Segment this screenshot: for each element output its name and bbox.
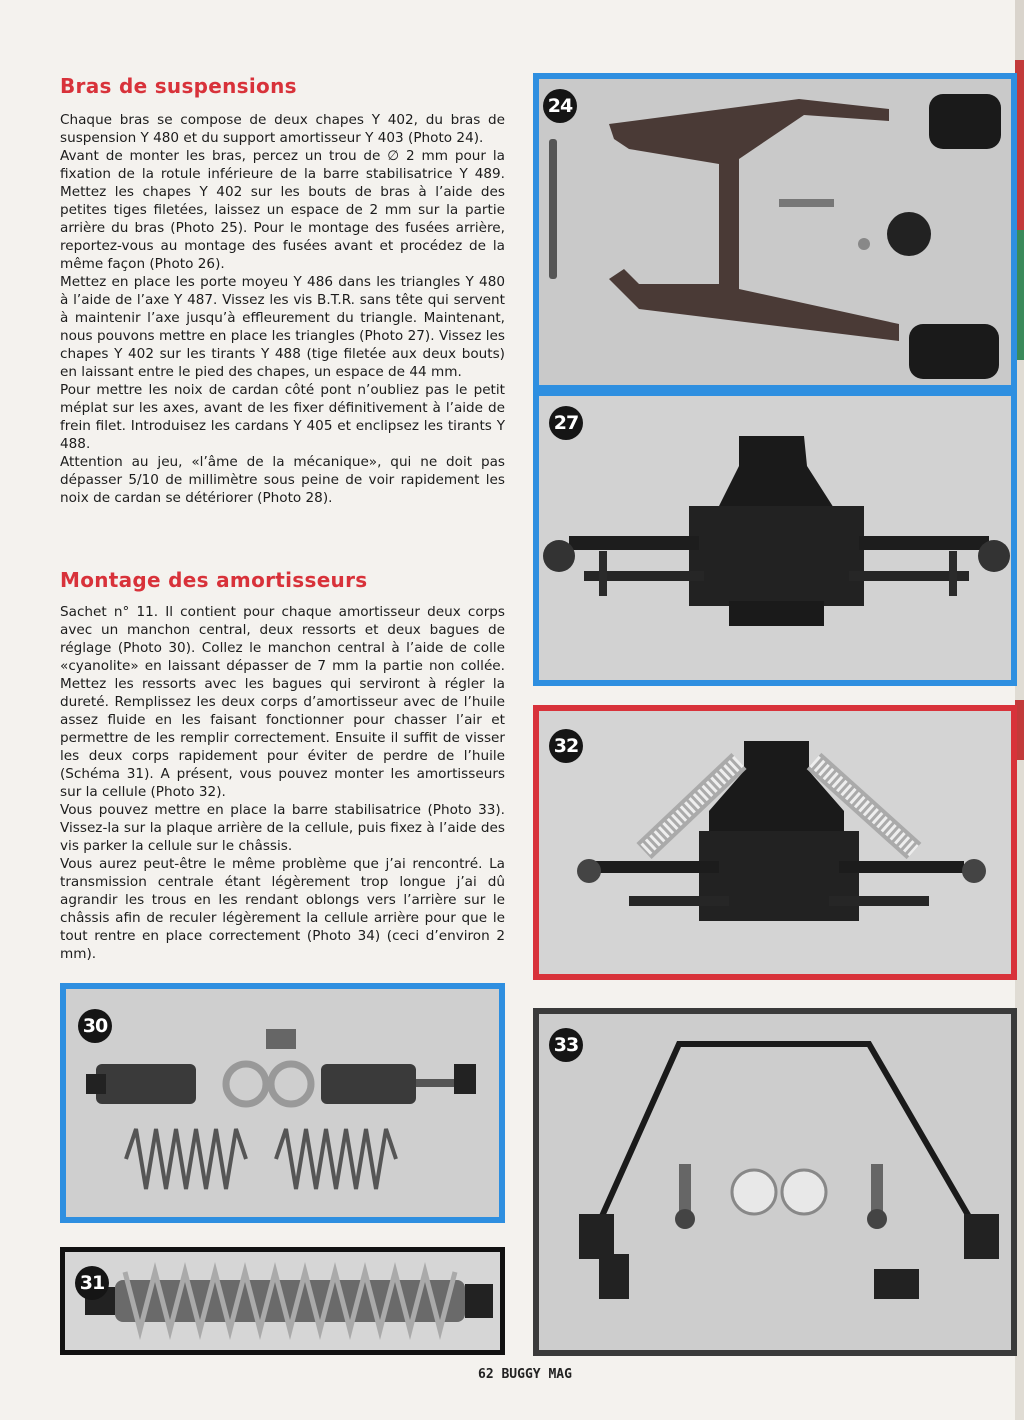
photo-33-image	[539, 1014, 1011, 1350]
paragraph: Avant de monter les bras, percez un trou de ∅ 2 mm pour la fixation de la rotule inférieure de la barre stabilisatrice Y 489. Mettez les chapes Y 402 sur les bouts de bras à l’aide des petites tiges filetées, laissez un espace de 2 mm sur la partie arrière du bras (Photo 25). Pour le montage des fusées arrière, reportez-vous au montage des fusées avant et procédez de la même façon (Photo 26).	[60, 148, 505, 272]
photo-33-frame	[533, 1008, 1017, 1356]
paragraph: Vous pouvez mettre en place la barre stabilisatrice (Photo 33). Vissez-la sur la plaque arrière de la cellule, puis fixez à l’aide des vis parker la cellule sur le châssis.	[60, 802, 505, 854]
photo-24-label: 24	[543, 89, 577, 123]
assembled-shock-illustration	[65, 1252, 500, 1350]
suspension-arm-illustration	[539, 79, 1011, 385]
photo-33-label: 33	[549, 1028, 583, 1062]
photo-27-image	[539, 396, 1011, 680]
section-heading-suspensions: Bras de suspensions	[60, 74, 297, 98]
magazine-name: BUGGY MAG	[501, 1367, 572, 1382]
photo-24-frame	[533, 73, 1017, 391]
photo-31-image	[65, 1252, 500, 1350]
section-body-amortisseurs	[60, 603, 505, 963]
paragraph: Mettez en place les porte moyeu Y 486 dans les triangles Y 480 à l’aide de l’axe Y 487. Vissez les vis B.T.R. sans tête qui servent à maintenir l’axe jusqu’à effleurement du triangle. Maintenant, nous pouvons mettre en place les triangles (Photo 27). Vissez les chapes Y 402 sur les tirants Y 488 (tige filetée aux deux bouts) en laissant entre le pied des chapes, un espace de 44 mm.	[60, 274, 505, 380]
photo-30-frame	[60, 983, 505, 1223]
page-number: 62	[478, 1367, 494, 1382]
paragraph: Chaque bras se compose de deux chapes Y 402, du bras de suspension Y 480 et du support amortisseur Y 403 (Photo 24).	[60, 112, 505, 146]
paragraph: Vous aurez peut-être le même problème que j’ai rencontré. La transmission centrale étant légèrement trop longue j’ai dû agrandir les trous en les rendant oblongs vers l’arrière sur le châssis afin de reculer légèrement la cellule arrière pour que le tout rentre en place correctement (Photo 34) (ceci d’environ 2 mm).	[60, 856, 505, 962]
photo-31-label: 31	[75, 1266, 109, 1300]
photo-32-image	[539, 711, 1011, 974]
section-body-suspensions	[60, 111, 505, 507]
page-footer	[478, 1367, 572, 1382]
paragraph: Sachet n° 11. Il contient pour chaque amortisseur deux corps avec un manchon central, deux ressorts et deux bagues de réglage (Photo 30). Collez le manchon central à l’aide de colle «cyanolite» en laissant dépasser de 7 mm la partie non collée. Mettez les ressorts avec les bagues qui serviront à régler la dureté. Remplissez les deux corps d’amortisseur avec de l’huile assez fluide en les faisant fonctionner pour chasser l’air et permettre de les remplir correctement. Ensuite il suffit de visser les deux corps rapidement pour éviter de perdre de l’huile (Schéma 31). A présent, vous pouvez monter les amortisseurs sur la cellule (Photo 32).	[60, 604, 505, 800]
paragraph: Attention au jeu, «l’âme de la mécanique», qui ne doit pas dépasser 5/10 de millimètre sous peine de voir rapidement les noix de cardan se détériorer (Photo 28).	[60, 454, 505, 506]
photo-30-image	[66, 989, 499, 1217]
section-heading-amortisseurs: Montage des amortisseurs	[60, 568, 368, 592]
photo-24-image	[539, 79, 1011, 385]
rear-chassis-illustration	[539, 396, 1011, 680]
photo-30-label: 30	[78, 1009, 112, 1043]
shock-parts-illustration	[66, 989, 499, 1217]
stabilizer-bar-illustration	[539, 1014, 1011, 1350]
shock-assembly-illustration	[539, 711, 1011, 974]
photo-32-label: 32	[549, 729, 583, 763]
photo-27-label: 27	[549, 406, 583, 440]
photo-32-frame	[533, 705, 1017, 980]
photo-31-frame	[60, 1247, 505, 1355]
photo-27-frame	[533, 390, 1017, 686]
paragraph: Pour mettre les noix de cardan côté pont n’oubliez pas le petit méplat sur les axes, avant de les fixer définitivement à l’aide de frein filet. Introduisez les cardans Y 405 et enclipsez les tirants Y 488.	[60, 382, 505, 452]
